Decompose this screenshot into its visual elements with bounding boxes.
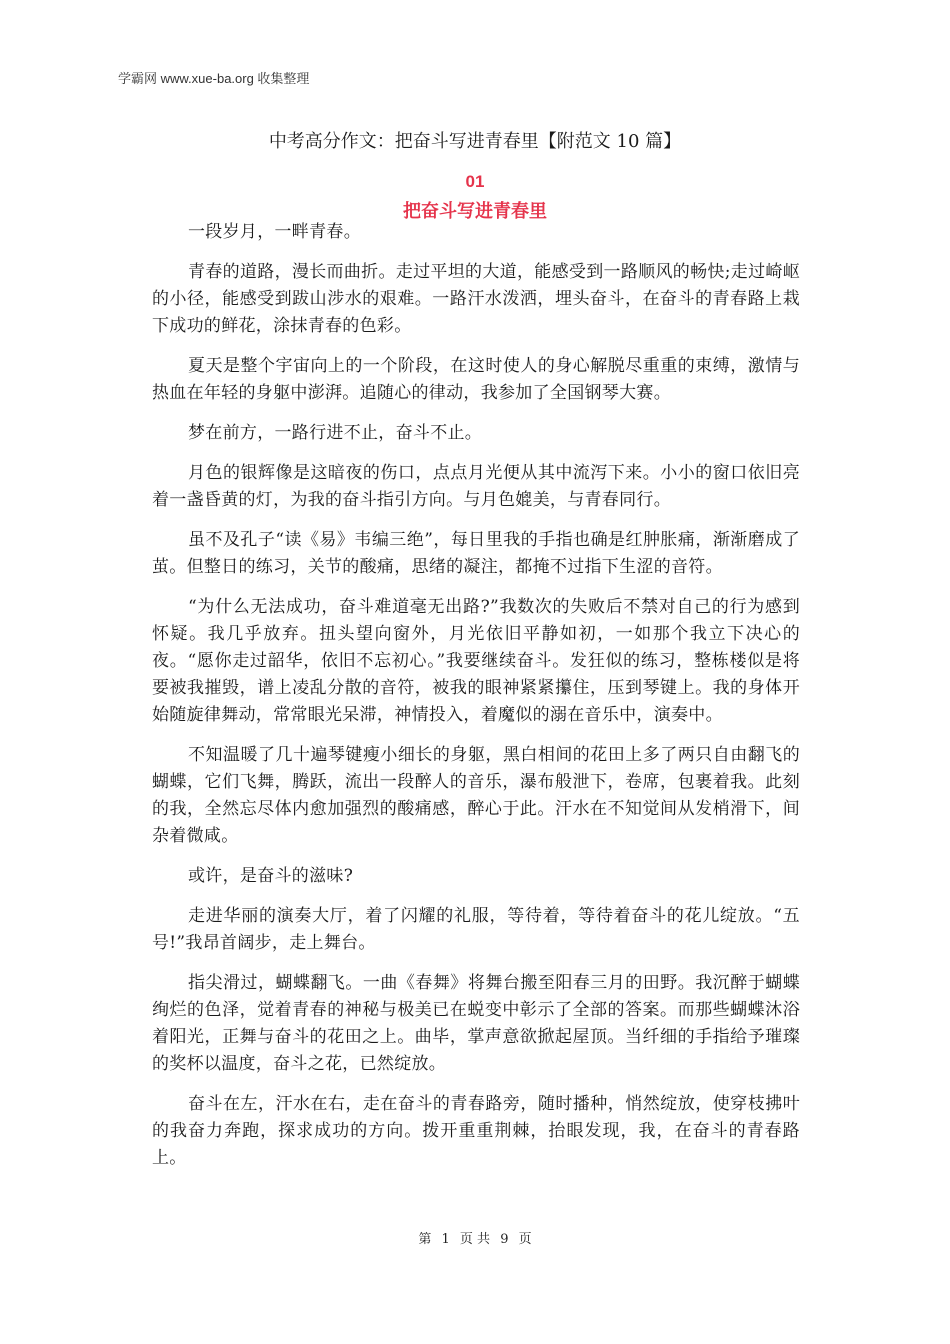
paragraph: 夏天是整个宇宙向上的一个阶段，在这时使人的身心解脱尽重重的束缚，激情与热血在年轻的身躯中澎湃。追随心的律动，我参加了全国钢琴大赛。 <box>152 356 800 403</box>
header-source-note: 学霸网 www.xue-ba.org 收集整理 <box>118 71 310 86</box>
paragraph: 虽不及孔子“读《易》韦编三绝”，每日里我的手指也确是红肿胀痛，渐渐磨成了茧。但整日的练习，关节的酸痛，思绪的凝注，都掩不过指下生涩的音符。 <box>152 530 800 577</box>
paragraph: “为什么无法成功，奋斗难道毫无出路?”我数次的失败后不禁对自己的行为感到怀疑。我几乎放弃。扭头望向窗外，月光依旧平静如初，一如那个我立下决心的夜。“愿你走过韶华，依旧不忘初心。”我要继续奋斗。发狂似的练习，整栋楼似是将要被我摧毁，谱上凌乱分散的音符，被我的眼神紧紧攥住，压到琴键上。我的身体开始随旋律舞动，常常眼光呆滞，神情投入，着魔似的溺在音乐中，演奏中。 <box>152 597 800 725</box>
essay-body <box>152 219 800 1185</box>
paragraph: 或许，是奋斗的滋味? <box>188 866 354 886</box>
paragraph: 不知温暖了几十遍琴键瘦小细长的身躯，黑白相间的花田上多了两只自由翻飞的蝴蝶，它们飞舞，腾跃，流出一段醉人的音乐，瀑布般泄下，卷席，包裹着我。此刻的我，全然忘尽体内愈加强烈的酸痛感，醉心于此。汗水在不知觉间从发梢滑下，间杂着微咸。 <box>152 745 800 846</box>
paragraph: 走进华丽的演奏大厅，着了闪耀的礼服，等待着，等待着奋斗的花儿绽放。“五号!”我昂首阔步，走上舞台。 <box>152 906 800 953</box>
paragraph: 月色的银辉像是这暗夜的伤口，点点月光便从其中流泻下来。小小的窗口依旧亮着一盏昏黄的灯，为我的奋斗指引方向。与月色媲美，与青春同行。 <box>152 463 800 510</box>
document-title: 中考高分作文：把奋斗写进青春里【附范文 10 篇】 <box>268 131 682 152</box>
essay-number: 01 <box>465 172 485 191</box>
paragraph: 奋斗在左，汗水在右，走在奋斗的青春路旁，随时播种，悄然绽放，使穿枝拂叶的我奋力奔跑，探求成功的方向。拨开重重荆棘，抬眼发现，我，在奋斗的青春路上。 <box>152 1094 800 1168</box>
essay-title: 把奋斗写进青春里 <box>403 201 547 222</box>
footer-total-pages: 9 <box>500 1232 509 1247</box>
paragraph: 一段岁月，一畔青春。 <box>188 222 361 242</box>
footer-page-number: 1 <box>441 1232 450 1247</box>
page-footer <box>0 1228 950 1247</box>
paragraph: 指尖滑过，蝴蝶翻飞。一曲《春舞》将舞台搬至阳春三月的田野。我沉醉于蝴蝶绚烂的色泽，觉着青春的神秘与极美已在蜕变中彰示了全部的答案。而那些蝴蝶沐浴着阳光，正舞与奋斗的花田之上。曲毕，掌声意欲掀起屋顶。当纤细的手指给予璀璨的奖杯以温度，奋斗之花，已然绽放。 <box>152 973 800 1074</box>
footer-prefix: 第 <box>418 1232 432 1247</box>
footer-suffix: 页 <box>518 1232 532 1247</box>
paragraph: 梦在前方，一路行进不止，奋斗不止。 <box>188 423 483 443</box>
footer-middle: 页 共 <box>459 1232 491 1247</box>
paragraph: 青春的道路，漫长而曲折。走过平坦的大道，能感受到一路顺风的畅快;走过崎岖的小径，能感受到跋山涉水的艰难。一路汗水泼洒，埋头奋斗，在奋斗的青春路上栽下成功的鲜花，涂抹青春的色彩。 <box>152 262 800 336</box>
